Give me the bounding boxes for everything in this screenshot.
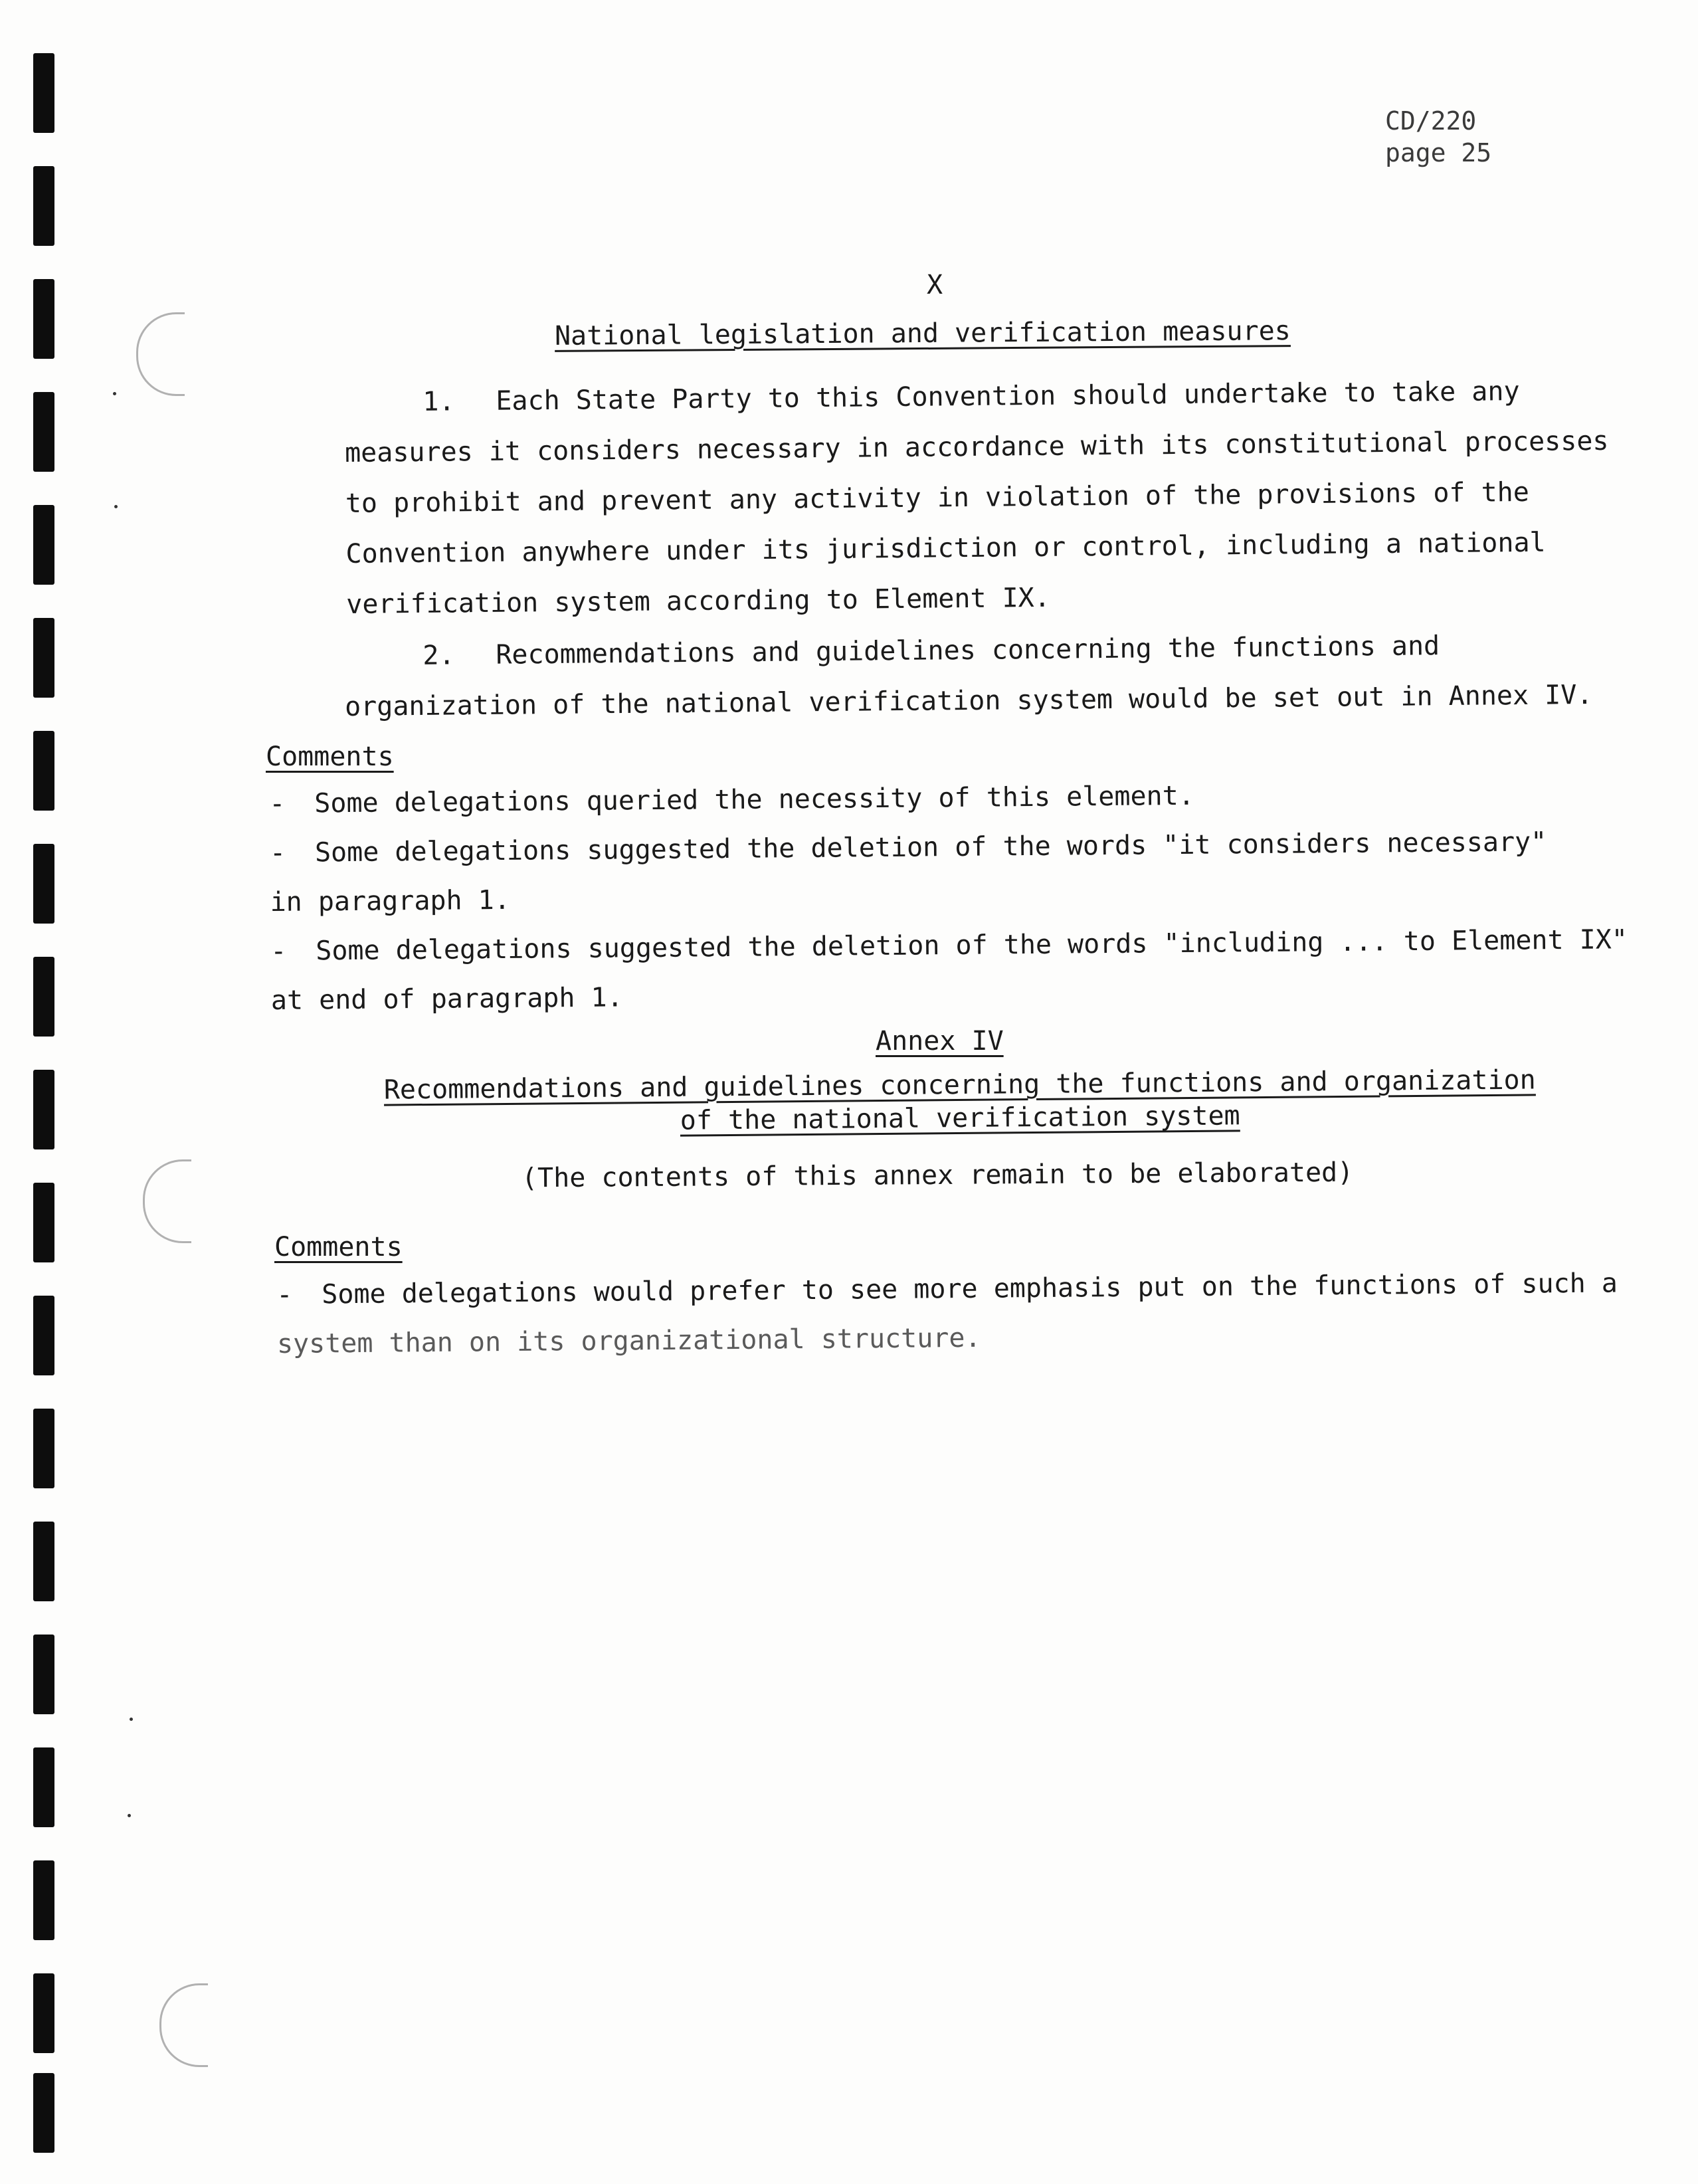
comments-list xyxy=(276,1258,1618,1369)
comment-line: Some delegations suggested the deletion of the words "it considers necessary" xyxy=(314,827,1547,868)
binding-mark xyxy=(33,2073,54,2153)
punch-hole-arc xyxy=(136,312,185,396)
binding-mark xyxy=(33,1860,54,1940)
paragraph-line: Convention anywhere under its jurisdiction or control, including a national xyxy=(345,527,1546,569)
section-title: National legislation and verification measures xyxy=(554,316,1291,351)
comment-line: in paragraph 1. xyxy=(270,884,511,918)
binding-mark xyxy=(33,1635,54,1714)
binding-mark xyxy=(33,166,54,246)
comment-item: - Some delegations suggested the deletion of the words "including ... to Element IX" xyxy=(270,924,1628,967)
speck xyxy=(130,1718,133,1721)
binding-mark xyxy=(33,618,54,698)
paragraph-number: 2. xyxy=(423,640,455,671)
binding-mark xyxy=(33,957,54,1037)
annex-heading-line: Recommendations and guidelines concerning the functions and organization xyxy=(383,1064,1536,1106)
annex-heading xyxy=(365,1063,1555,1140)
paragraph-line: Each State Party to this Convention should undertake to take any xyxy=(496,376,1520,417)
paragraph-line: to prohibit and prevent any activity in violation of the provisions of the xyxy=(345,476,1530,519)
comments-heading: Comments xyxy=(274,1232,403,1262)
speck xyxy=(114,505,118,508)
binding-mark xyxy=(33,279,54,359)
paragraph-number: 1. xyxy=(423,386,455,417)
document-symbol: CD/220 xyxy=(1385,106,1477,136)
binding-mark xyxy=(33,844,54,924)
binding-mark xyxy=(33,1522,54,1601)
annex-title: Annex IV xyxy=(876,1026,1004,1056)
binding-mark xyxy=(33,1296,54,1375)
annex-note: (The contents of this annex remain to be elaborated) xyxy=(521,1157,1354,1194)
binding-mark xyxy=(33,1973,54,2053)
annex-heading-line: of the national verification system xyxy=(680,1100,1240,1136)
document-reference xyxy=(1385,105,1491,169)
binding-mark xyxy=(33,392,54,472)
binding-mark xyxy=(33,505,54,585)
paragraph-line: measures it considers necessary in accordance with its constitutional processes xyxy=(344,425,1609,468)
punch-hole-arc xyxy=(159,1983,208,2067)
comment-item: - Some delegations suggested the deletion of the words "it considers necessary" xyxy=(269,827,1547,868)
comment-line: system than on its organizational structure. xyxy=(276,1322,981,1359)
speck xyxy=(128,1814,131,1817)
binding-mark xyxy=(33,1747,54,1827)
comment-line: Some delegations would prefer to see more emphasis put on the functions of such a xyxy=(322,1268,1618,1310)
paragraph-2 xyxy=(344,619,1593,732)
binding-mark xyxy=(33,1070,54,1149)
binding-mark xyxy=(33,731,54,811)
comment-line: Some delegations queried the necessity of this element. xyxy=(314,780,1194,819)
paragraph-line: verification system according to Element IX. xyxy=(346,582,1051,620)
binding-mark xyxy=(33,1183,54,1262)
comment-item: - Some delegations queried the necessity of this element. xyxy=(269,780,1194,819)
paragraph-line: organization of the national verification system would be set out in Annex IV. xyxy=(344,679,1593,722)
punch-hole-arc xyxy=(143,1159,191,1243)
page-number: page 25 xyxy=(1385,138,1492,167)
comments-list xyxy=(269,767,1628,1025)
binding-strip xyxy=(33,0,60,2184)
paragraph-line: Recommendations and guidelines concerning the functions and xyxy=(496,631,1440,670)
comment-item: - Some delegations would prefer to see more emphasis put on the functions of such a xyxy=(276,1268,1618,1310)
comments-heading: Comments xyxy=(266,742,394,772)
section-number: X xyxy=(927,270,943,300)
binding-mark xyxy=(33,1409,54,1488)
comment-line: Some delegations suggested the deletion of the words "including ... to Element IX" xyxy=(316,924,1628,967)
binding-mark xyxy=(33,53,54,133)
speck xyxy=(113,392,116,395)
paragraph-1 xyxy=(344,365,1610,630)
comment-line: at end of paragraph 1. xyxy=(270,982,623,1016)
